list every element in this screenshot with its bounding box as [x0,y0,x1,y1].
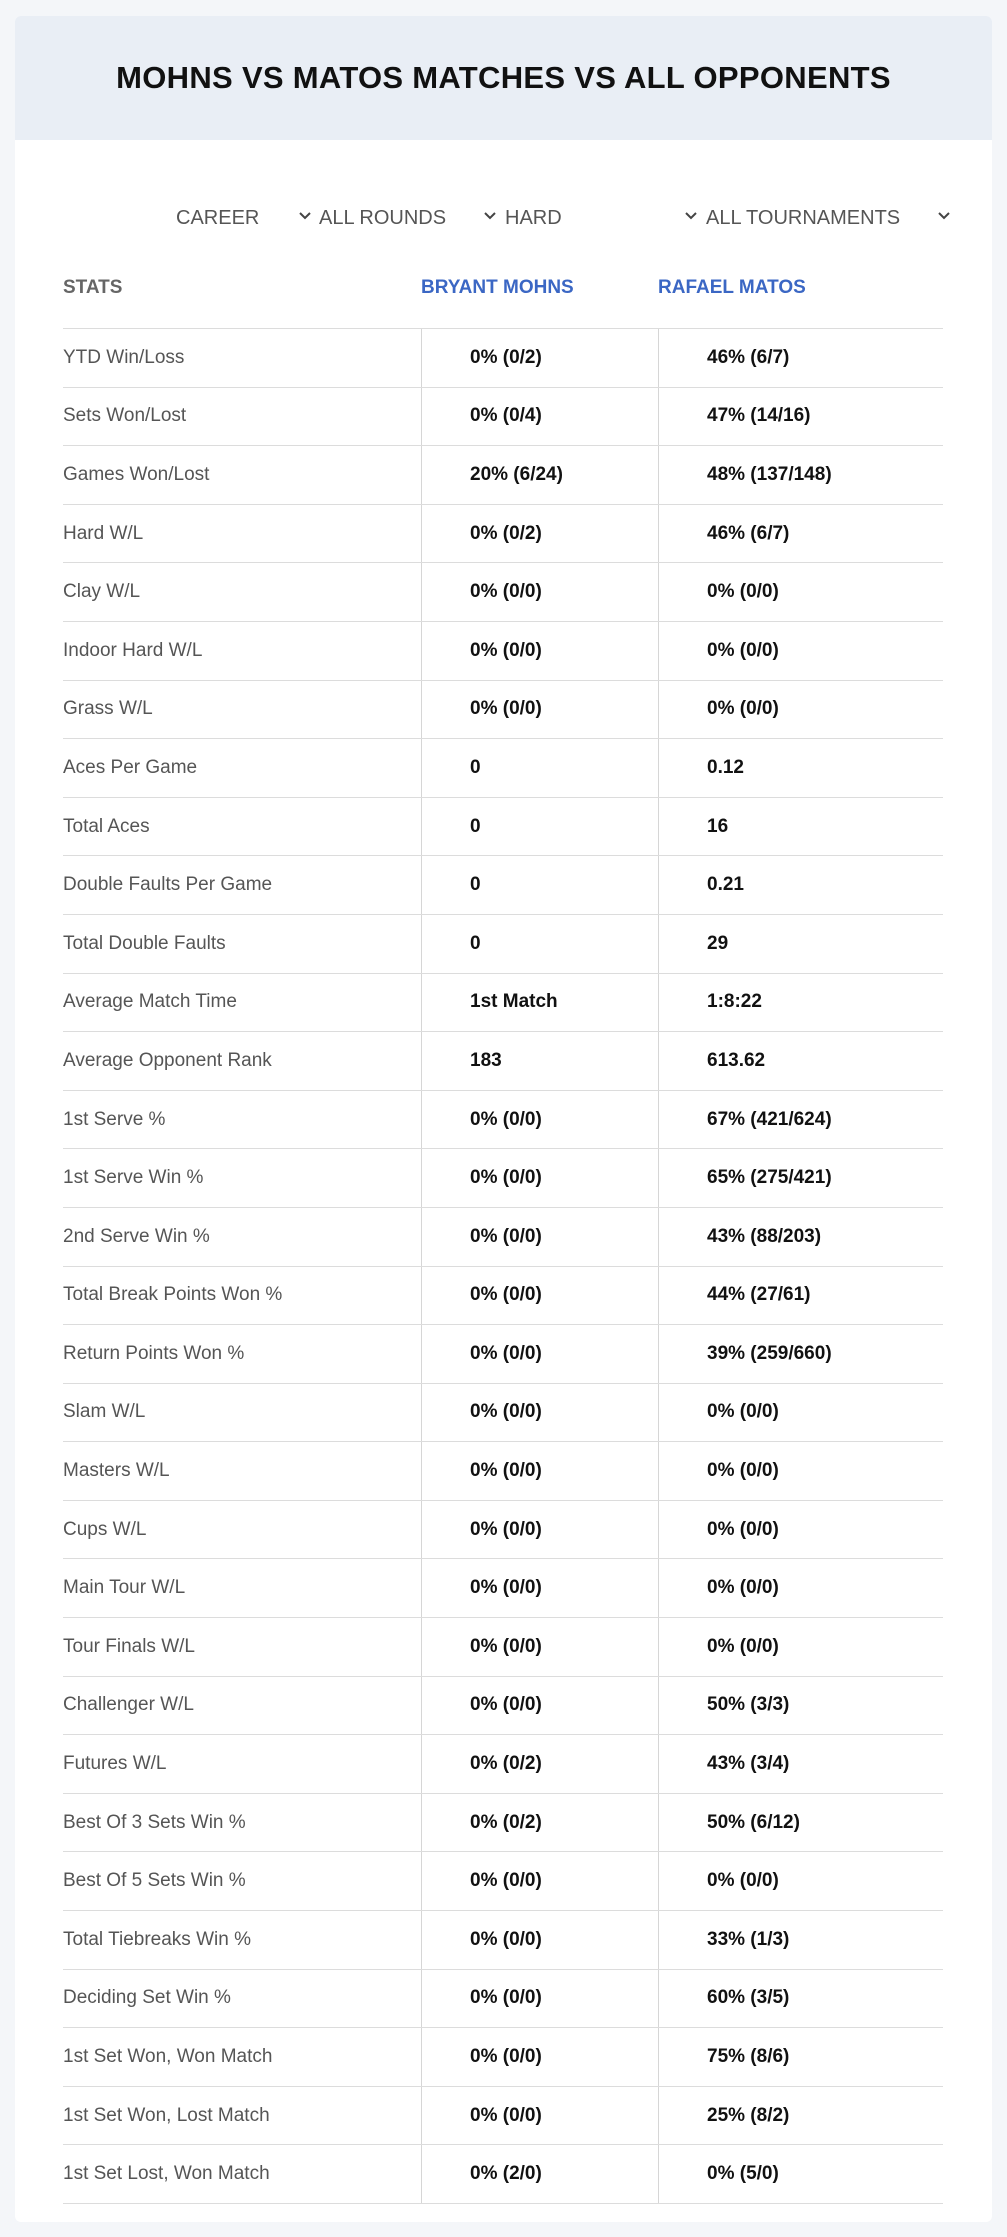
player2-value: 25% (8/2) [658,2087,943,2145]
player2-value: 0% (0/0) [658,622,943,680]
table-row [63,1325,943,1384]
player1-value: 20% (6/24) [421,446,658,504]
table-row [63,446,943,505]
player2-value: 0% (0/0) [658,563,943,621]
player2-value: 75% (8/6) [658,2028,943,2086]
player1-value: 0% (0/2) [421,329,658,387]
tournament-filter-select[interactable] [706,188,952,248]
player2-value: 50% (6/12) [658,1794,943,1852]
table-row [63,2028,943,2087]
player1-value: 0% (0/2) [421,1794,658,1852]
page-title: MOHNS VS MATOS MATCHES VS ALL OPPONENTS [116,60,891,95]
player2-value: 46% (6/7) [658,505,943,563]
stat-label: Total Double Faults [63,932,226,954]
player1-value: 0% (0/0) [421,1911,658,1969]
card-header [15,16,992,140]
stat-label: 1st Serve Win % [63,1167,204,1189]
stat-label: 2nd Serve Win % [63,1225,210,1247]
player2-value: 33% (1/3) [658,1911,943,1969]
table-row [63,1442,943,1501]
table-row [63,1032,943,1091]
stat-label: Grass W/L [63,698,153,720]
table-row [63,798,943,857]
stat-label: Tour Finals W/L [63,1635,195,1657]
table-row [63,2087,943,2146]
player2-value: 0% (0/0) [658,1384,943,1442]
player2-value: 65% (275/421) [658,1149,943,1207]
table-row [63,974,943,1033]
surface-filter-select[interactable] [505,188,699,248]
table-row [63,505,943,564]
player1-value: 183 [421,1032,658,1090]
surface-filter-value: HARD [505,206,562,229]
player2-value: 46% (6/7) [658,329,943,387]
player1-value: 0% (0/0) [421,1501,658,1559]
rounds-filter-value: ALL ROUNDS [319,206,447,229]
player2-value: 0% (0/0) [658,681,943,739]
stat-label: Average Opponent Rank [63,1049,272,1071]
stat-label: Games Won/Lost [63,463,210,485]
stat-label: Hard W/L [63,522,144,544]
player1-value: 0% (0/0) [421,1442,658,1500]
player2-value: 0% (0/0) [658,1852,943,1910]
career-filter-value: CAREER [176,206,260,229]
stat-label: Average Match Time [63,991,237,1013]
player2-value: 50% (3/3) [658,1677,943,1735]
player1-value: 0% (0/0) [421,1091,658,1149]
stat-label: Total Tiebreaks Win % [63,1928,251,1950]
stat-label: Total Aces [63,815,150,837]
stats-card [15,16,992,2222]
stat-label: Best Of 3 Sets Win % [63,1811,246,1833]
table-row [63,1677,943,1736]
player1-value: 0 [421,915,658,973]
player2-value: 44% (27/61) [658,1267,943,1325]
player1-value: 0% (0/4) [421,388,658,446]
stat-label: Best Of 5 Sets Win % [63,1870,246,1892]
table-row [63,1618,943,1677]
table-row [63,388,943,447]
table-row [63,1501,943,1560]
player1-value: 0% (0/0) [421,1208,658,1266]
table-row [63,1384,943,1443]
table-row [63,1559,943,1618]
stat-label: 1st Set Won, Won Match [63,2046,273,2068]
chevron-down-icon [683,208,699,224]
player1-value: 0% (0/0) [421,2028,658,2086]
chevron-down-icon [297,208,313,224]
table-row [63,681,943,740]
table-row [63,1794,943,1853]
stat-label: Challenger W/L [63,1694,194,1716]
player1-value: 0% (0/0) [421,1267,658,1325]
chevron-down-icon [482,208,498,224]
stat-label: Clay W/L [63,581,141,603]
career-filter-select[interactable] [176,188,313,248]
player1-value: 0% (0/0) [421,1325,658,1383]
player2-value: 16 [658,798,943,856]
player1-value: 0% (0/0) [421,1559,658,1617]
player2-value: 0.12 [658,739,943,797]
stat-label: Masters W/L [63,1460,170,1482]
table-row [63,2145,943,2204]
table-row [63,1149,943,1208]
player2-value: 0% (0/0) [658,1501,943,1559]
player1-value: 0 [421,739,658,797]
player1-value: 1st Match [421,974,658,1032]
stats-column-header: STATS [63,277,123,298]
player1-value: 0% (0/2) [421,1735,658,1793]
table-row [63,856,943,915]
stats-table [63,248,943,2204]
player2-value: 0% (0/0) [658,1618,943,1676]
player2-value: 0.21 [658,856,943,914]
player1-value: 0% (0/0) [421,622,658,680]
table-row [63,622,943,681]
stat-label: 1st Set Lost, Won Match [63,2163,270,2185]
table-row [63,1970,943,2029]
stat-label: 1st Set Won, Lost Match [63,2104,270,2126]
table-row [63,1735,943,1794]
player2-value: 0% (0/0) [658,1559,943,1617]
player1-value: 0% (0/0) [421,1852,658,1910]
player1-value: 0% (0/2) [421,505,658,563]
player1-value: 0% (0/0) [421,1677,658,1735]
player2-value: 48% (137/148) [658,446,943,504]
stat-label: Deciding Set Win % [63,1987,231,2009]
stat-label: Indoor Hard W/L [63,639,203,661]
stat-label: 1st Serve % [63,1108,166,1130]
player2-value: 613.62 [658,1032,943,1090]
player1-value: 0 [421,798,658,856]
player2-value: 43% (3/4) [658,1735,943,1793]
stat-label: Main Tour W/L [63,1577,186,1599]
tournament-filter-value: ALL TOURNAMENTS [706,206,901,229]
player2-value: 60% (3/5) [658,1970,943,2028]
player1-value: 0% (0/0) [421,1149,658,1207]
rounds-filter-select[interactable] [319,188,498,248]
table-row [63,1911,943,1970]
player1-value: 0% (0/0) [421,681,658,739]
table-row [63,1852,943,1911]
stat-label: Aces Per Game [63,756,198,778]
player1-value: 0% (0/0) [421,1618,658,1676]
player2-value: 67% (421/624) [658,1091,943,1149]
table-row [63,1208,943,1267]
stat-label: Futures W/L [63,1753,167,1775]
player2-value: 43% (88/203) [658,1208,943,1266]
stat-label: Cups W/L [63,1518,147,1540]
stat-label: Total Break Points Won % [63,1284,283,1306]
player2-value: 0% (0/0) [658,1442,943,1500]
table-body [63,328,943,2204]
stat-label: Double Faults Per Game [63,874,273,896]
player1-value: 0% (0/0) [421,563,658,621]
chevron-down-icon [936,208,952,224]
player2-value: 39% (259/660) [658,1325,943,1383]
player1-value: 0 [421,856,658,914]
stat-label: Return Points Won % [63,1342,245,1364]
player2-value: 29 [658,915,943,973]
filter-bar [15,188,992,248]
stat-label: Sets Won/Lost [63,405,187,427]
player2-value: 1:8:22 [658,974,943,1032]
table-row [63,329,943,388]
player1-value: 0% (0/0) [421,1970,658,2028]
table-row [63,1267,943,1326]
table-row [63,915,943,974]
table-row [63,563,943,622]
player2-value: 47% (14/16) [658,388,943,446]
player1-column-header[interactable]: BRYANT MOHNS [421,277,574,298]
table-header [63,248,943,328]
stat-label: YTD Win/Loss [63,346,185,368]
player1-value: 0% (2/0) [421,2145,658,2203]
player2-value: 0% (5/0) [658,2145,943,2203]
player2-column-header[interactable]: RAFAEL MATOS [658,277,806,298]
table-row [63,739,943,798]
player1-value: 0% (0/0) [421,2087,658,2145]
table-row [63,1091,943,1150]
player1-value: 0% (0/0) [421,1384,658,1442]
stat-label: Slam W/L [63,1401,146,1423]
